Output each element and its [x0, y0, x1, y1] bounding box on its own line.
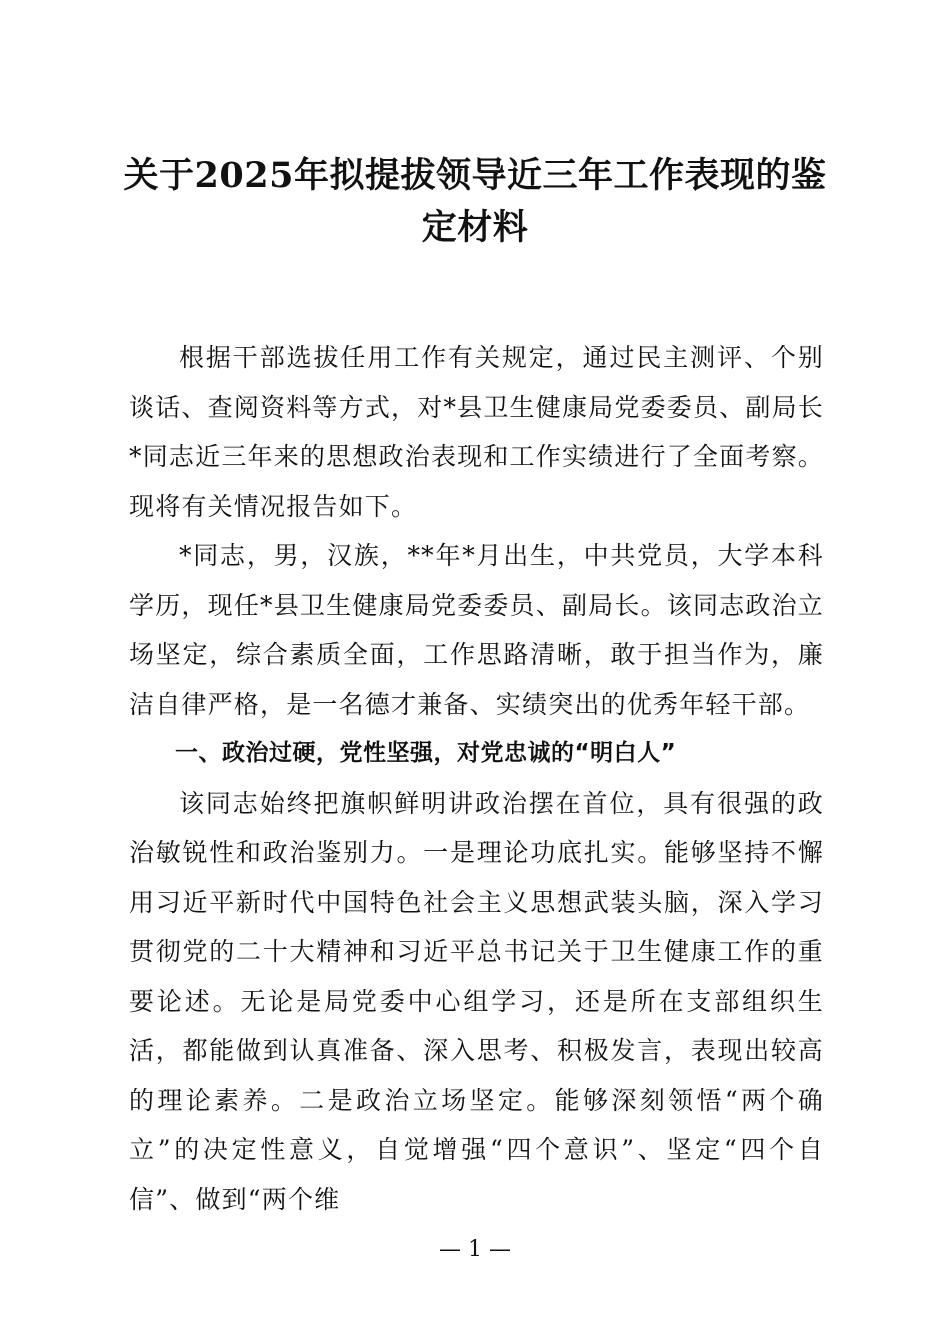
paragraph-profile: *同志，男，汉族，**年*月出生，中共党员，大学本科学历，现任*县卫生健康局党委委员、副局长。该同志政治立场坚定，综合素质全面，工作思路清晰，敢于担当作为，廉洁自律严格，是一名德才兼备、实绩突出的优秀年轻干部。 [129, 541, 824, 719]
paragraph-intro: 根据干部选拔任用工作有关规定，通过民主测评、个别谈话、查阅资料等方式，对*县卫生健康局党委委员、副局长*同志近三年来的思想政治表现和工作实绩进行了全面考察。现将有关情况报告如下。 [129, 343, 824, 521]
document-body [129, 333, 824, 1224]
document-title: 关于2025年拟提拔领导近三年工作表现的鉴定材料 [123, 155, 827, 248]
paragraph-section-1: 该同志始终把旗帜鲜明讲政治摆在首位，具有很强的政治敏锐性和政治鉴别力。一是理论功底扎实。能够坚持不懈用习近平新时代中国特色社会主义思想武装头脑，深入学习贯彻党的二十大精神和习近平总书记关于卫生健康工作的重要论述。无论是局党委中心组学习，还是所在支部组织生活，都能做到认真准备、深入思考、积极发言，表现出较高的理论素养。二是政治立场坚定。能够深刻领悟“两个确立”的决定性意义，自觉增强“四个意识”、坚定“四个自信”、做到“两个维 [129, 788, 824, 1214]
section-heading-1: 一、政治过硬，党性坚强，对党忠诚的“明白人” [175, 740, 677, 766]
page-number: — 1 — [439, 1237, 511, 1262]
